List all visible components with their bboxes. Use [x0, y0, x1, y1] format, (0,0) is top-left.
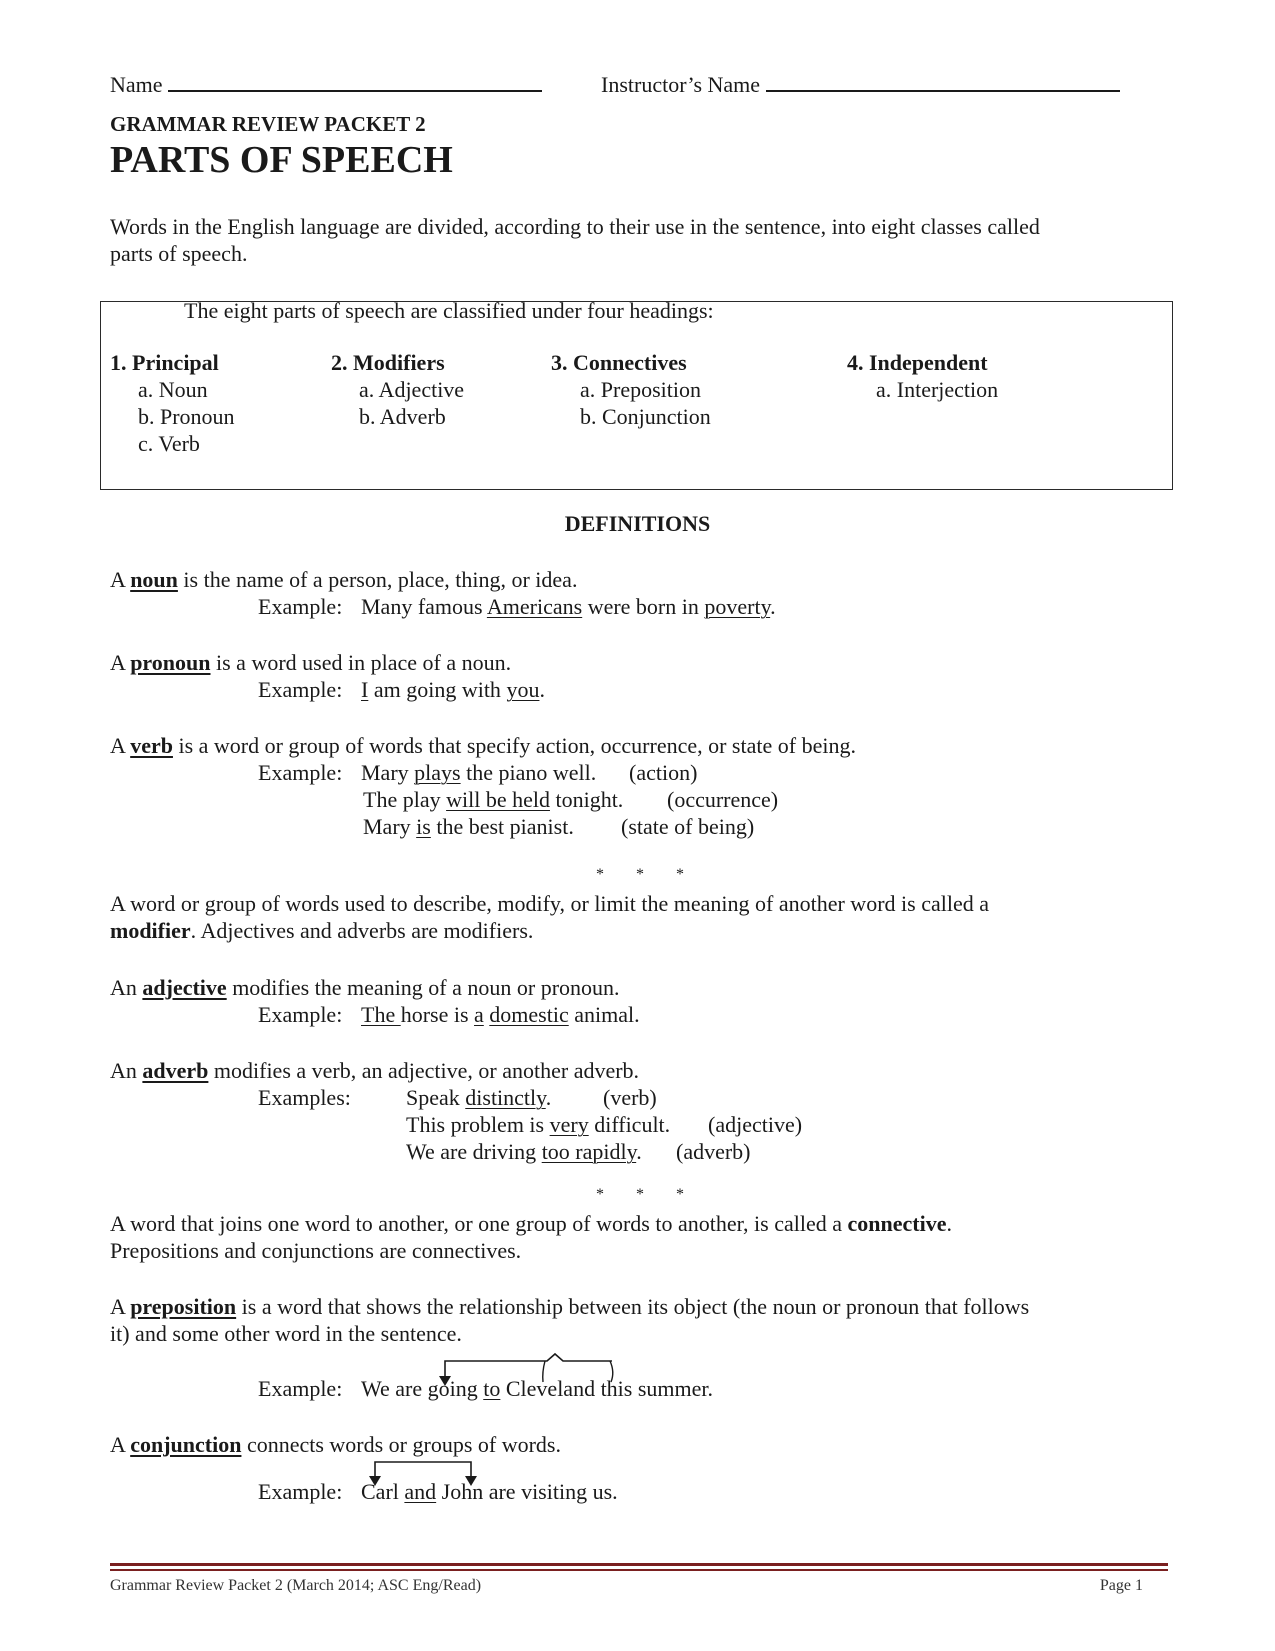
modifier-line-1: A word or group of words used to describe, modify, or limit the meaning of another word is called a	[110, 891, 989, 916]
example-text: Mary	[363, 814, 417, 839]
noun-example	[361, 593, 776, 620]
preposition-line-2: it) and some other word in the sentence.	[110, 1321, 462, 1346]
example-underlined: very	[549, 1112, 589, 1137]
definition-text: . Adjectives and adverbs are modifiers.	[190, 918, 534, 943]
connective-line-1	[110, 1210, 952, 1237]
adverb-definition	[110, 1057, 639, 1084]
instructor-field	[601, 70, 1120, 98]
verb-example-2-note: (occurrence)	[667, 787, 779, 812]
pronoun-example-label: Example:	[258, 677, 343, 702]
article: A	[110, 567, 125, 592]
term-verb: verb	[130, 733, 173, 758]
example-underlined: a	[474, 1002, 484, 1027]
principal-item-pronoun: b. Pronoun	[138, 404, 235, 429]
instructor-label: Instructor’s Name	[601, 72, 761, 97]
example-underlined: and	[404, 1479, 437, 1504]
footer-rule	[110, 1563, 1168, 1566]
principal-item-noun: a. Noun	[138, 377, 208, 402]
verb-example-1	[361, 759, 596, 786]
definition-text: is a word used in place of a noun.	[210, 650, 512, 675]
name-blank-line	[168, 70, 542, 92]
article: A	[110, 1294, 125, 1319]
example-text: This problem is	[406, 1112, 550, 1137]
example-underlined: you	[506, 677, 540, 702]
column-modifiers-title: 2. Modifiers	[331, 350, 445, 375]
term-preposition: preposition	[130, 1294, 237, 1319]
example-underlined: Americans	[486, 594, 583, 619]
definition-text: A word that joins one word to another, or one group of words to another, is called a	[110, 1211, 848, 1236]
example-text: the best pianist.	[430, 814, 574, 839]
article: A	[110, 733, 125, 758]
column-principal-title: 1. Principal	[110, 350, 219, 375]
adverb-example-3	[406, 1138, 642, 1165]
conjunction-example	[361, 1478, 618, 1505]
intro-line-2: parts of speech.	[110, 241, 248, 266]
example-text: The play	[363, 787, 447, 812]
example-underlined: I	[361, 677, 369, 702]
example-text: horse is	[400, 1002, 475, 1027]
footer-left: Grammar Review Packet 2 (March 2014; ASC Eng/Read)	[110, 1577, 482, 1594]
adjective-definition	[110, 974, 620, 1001]
adverb-example-2	[406, 1111, 670, 1138]
pronoun-definition	[110, 649, 511, 676]
footer-page-number: Page 1	[1099, 1577, 1143, 1594]
definition-text: connects words or groups of words.	[241, 1432, 561, 1457]
name-field	[110, 70, 542, 98]
example-underlined: domestic	[489, 1002, 569, 1027]
example-text: We are going	[361, 1376, 484, 1401]
noun-example-label: Example:	[258, 594, 343, 619]
example-text: .	[770, 594, 776, 619]
example-text: John are visiting us.	[436, 1479, 618, 1504]
noun-definition	[110, 566, 577, 593]
connectives-item-conjunction: b. Conjunction	[580, 404, 711, 429]
term-adjective: adjective	[142, 975, 227, 1000]
verb-example-label: Example:	[258, 760, 343, 785]
example-text: We are driving	[406, 1139, 542, 1164]
principal-item-verb: c. Verb	[138, 431, 200, 456]
section-separator: * * *	[596, 1186, 698, 1203]
example-text: the piano well.	[460, 760, 597, 785]
article: A	[110, 650, 125, 675]
independent-item-interjection: a. Interjection	[876, 377, 999, 402]
section-separator: * * *	[596, 866, 698, 883]
example-text: Many famous	[361, 594, 487, 619]
example-text: animal.	[568, 1002, 640, 1027]
definition-text: modifies the meaning of a noun or pronoun.	[226, 975, 620, 1000]
example-text: Carl	[361, 1479, 405, 1504]
pronoun-example	[361, 676, 545, 703]
conjunction-example-label: Example:	[258, 1479, 343, 1504]
box-heading: The eight parts of speech are classified under four headings:	[184, 298, 714, 323]
example-text: am going with	[368, 677, 507, 702]
example-text: .	[539, 677, 545, 702]
article: A	[110, 1432, 125, 1457]
verb-example-2	[363, 786, 623, 813]
verb-definition	[110, 732, 856, 759]
adverb-example-1-note: (verb)	[603, 1085, 657, 1110]
adverb-example-3-note: (adverb)	[676, 1139, 751, 1164]
column-independent-title: 4. Independent	[847, 350, 988, 375]
example-text: .	[636, 1139, 642, 1164]
verb-example-1-note: (action)	[629, 760, 698, 785]
adverb-example-1	[406, 1084, 551, 1111]
definition-text: modifies a verb, an adjective, or another adverb.	[208, 1058, 640, 1083]
term-pronoun: pronoun	[130, 650, 211, 675]
footer-rule	[110, 1569, 1168, 1571]
example-underlined: to	[483, 1376, 501, 1401]
connectives-item-preposition: a. Preposition	[580, 377, 701, 402]
modifiers-item-adverb: b. Adverb	[359, 404, 446, 429]
example-underlined: plays	[414, 760, 461, 785]
intro-line-1: Words in the English language are divided, according to their use in the sentence, into eight classes called	[110, 214, 1040, 239]
modifiers-item-adjective: a. Adjective	[359, 377, 465, 402]
term-noun: noun	[130, 567, 178, 592]
page-title: PARTS OF SPEECH	[110, 139, 453, 181]
term-adverb: adverb	[142, 1058, 209, 1083]
name-label: Name	[110, 72, 163, 97]
example-text: Mary	[361, 760, 415, 785]
example-underlined: is	[416, 814, 431, 839]
term-connective: connective	[847, 1211, 947, 1236]
preposition-example	[361, 1375, 713, 1402]
definition-text: is a word or group of words that specify action, occurrence, or state of being.	[172, 733, 856, 758]
example-underlined: poverty	[704, 594, 771, 619]
instructor-blank-line	[766, 70, 1120, 92]
article: An	[110, 1058, 137, 1083]
example-underlined: The	[361, 1002, 401, 1027]
term-modifier: modifier	[110, 918, 191, 943]
adverb-example-2-note: (adjective)	[708, 1112, 803, 1137]
example-underlined: distinctly	[465, 1085, 546, 1110]
example-text: Speak	[406, 1085, 466, 1110]
adverb-example-label: Examples:	[258, 1085, 351, 1110]
definitions-heading: DEFINITIONS	[564, 511, 711, 536]
example-text: were born in	[582, 594, 705, 619]
example-underlined: too rapidly	[541, 1139, 637, 1164]
preposition-example-label: Example:	[258, 1376, 343, 1401]
example-text: .	[545, 1085, 552, 1110]
column-connectives-title: 3. Connectives	[551, 350, 687, 375]
modifier-line-2	[110, 917, 533, 944]
term-conjunction: conjunction	[130, 1432, 242, 1457]
example-underlined: will be held	[446, 787, 550, 812]
definition-text: is the name of a person, place, thing, or idea.	[177, 567, 578, 592]
packet-title: GRAMMAR REVIEW PACKET 2	[110, 112, 426, 136]
adjective-example	[361, 1001, 640, 1028]
example-text: Cleveland this summer.	[500, 1376, 714, 1401]
article: An	[110, 975, 137, 1000]
connective-line-2: Prepositions and conjunctions are connectives.	[110, 1238, 522, 1263]
definition-text: is a word that shows the relationship between its object (the noun or pronoun that follows	[236, 1294, 1030, 1319]
adjective-example-label: Example:	[258, 1002, 343, 1027]
definition-text: .	[946, 1211, 952, 1236]
example-text: tonight.	[549, 787, 624, 812]
verb-example-3	[363, 813, 574, 840]
example-text: difficult.	[588, 1112, 671, 1137]
verb-example-3-note: (state of being)	[621, 814, 755, 839]
preposition-definition	[110, 1293, 1029, 1320]
